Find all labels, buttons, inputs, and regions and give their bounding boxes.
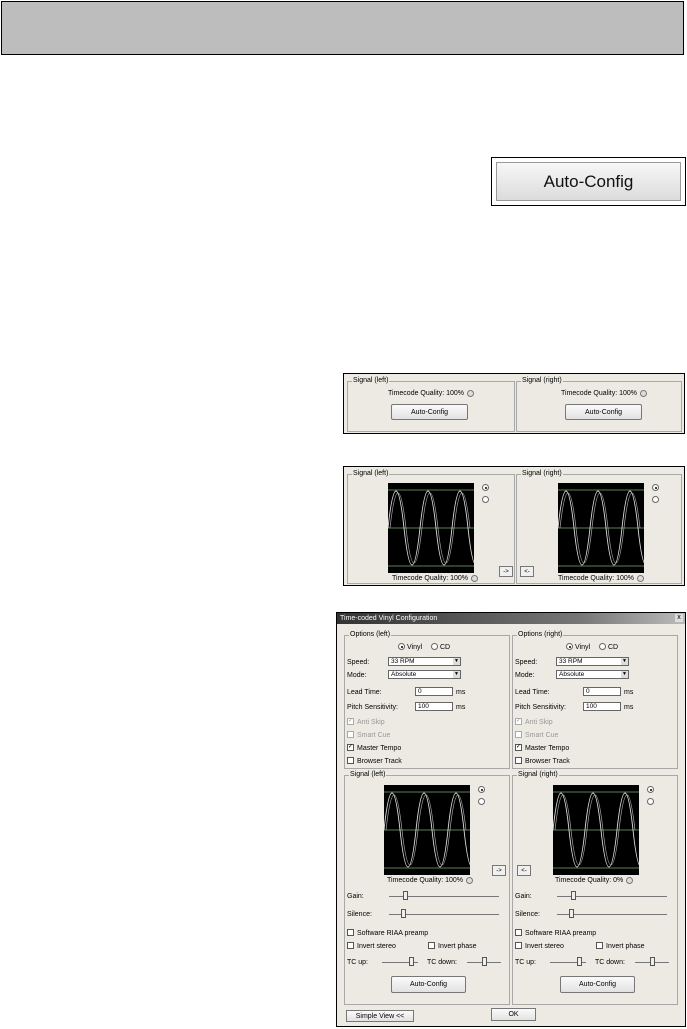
scope-right-radio-2[interactable] (652, 496, 659, 503)
smart-cue-checkbox-right[interactable] (515, 731, 522, 738)
quality-led-icon (471, 575, 478, 582)
quality-led-icon (466, 877, 473, 884)
anti-skip-checkbox-right[interactable]: ✓ (516, 718, 522, 724)
dialog-left-quality: Timecode Quality: 100% (387, 876, 473, 885)
auto-config-button[interactable]: Auto-Config (496, 162, 681, 201)
dialog-copy-right-arrow-button[interactable]: -> (492, 865, 506, 876)
anti-skip-label-left: Anti Skip (357, 719, 385, 726)
invert-phase-checkbox-right[interactable] (596, 942, 603, 949)
cd-radio-left[interactable] (431, 643, 438, 650)
waveform-icon (553, 785, 639, 875)
scope-left-radio-2[interactable] (482, 496, 489, 503)
dialog-signal-right (512, 771, 678, 1005)
compact-right-auto-config-button[interactable]: Auto-Config (565, 404, 642, 420)
dialog-left-radio-1[interactable] (478, 786, 485, 793)
scope-view-window (343, 466, 685, 586)
riaa-checkbox-right[interactable] (515, 929, 522, 936)
riaa-label-left: Software RIAA preamp (357, 930, 429, 937)
master-tempo-label-right: Master Tempo (525, 745, 570, 752)
dialog-titlebar (337, 613, 685, 624)
invert-stereo-checkbox-left[interactable] (347, 942, 354, 949)
waveform-icon (558, 483, 644, 573)
dialog-right-quality: Timecode Quality: 0% (555, 876, 633, 885)
lead-label-left: Lead Time: (347, 689, 382, 696)
dialog-left-auto-config-button[interactable]: Auto-Config (391, 976, 466, 993)
master-tempo-checkbox-right[interactable]: ✓ (516, 744, 522, 750)
chevron-down-icon: ▼ (454, 671, 459, 677)
browser-track-label-right: Browser Track (525, 758, 570, 765)
smart-cue-checkbox-left[interactable] (347, 731, 354, 738)
riaa-checkbox-left[interactable] (347, 929, 354, 936)
options-right-title: Options (right) (518, 631, 563, 638)
silence-slider-thumb-right[interactable] (569, 909, 574, 918)
invert-stereo-label-left: Invert stereo (357, 943, 396, 950)
scope-left-title: Signal (left) (353, 470, 389, 477)
dialog-signal-right-title: Signal (right) (518, 771, 558, 778)
oscilloscope-right (558, 483, 644, 573)
lead-field-left[interactable]: 0 (415, 687, 453, 696)
tc-up-slider-thumb-left[interactable] (409, 957, 414, 966)
gain-label-left: Gain: (347, 893, 364, 900)
lead-label-right: Lead Time: (515, 689, 550, 696)
lead-unit-left: ms (456, 689, 466, 696)
speed-label-left: Speed: (347, 659, 370, 666)
quality-led-icon (640, 390, 647, 397)
compact-left-auto-config-button[interactable]: Auto-Config (391, 404, 468, 420)
mode-select-right[interactable]: Absolute ▼ (556, 670, 629, 679)
compact-left-quality: Timecode Quality: 100% (388, 389, 474, 398)
invert-phase-label-right: Invert phase (606, 943, 645, 950)
compact-signal-right (516, 377, 682, 432)
smart-cue-label-left: Smart Cue (357, 732, 391, 739)
simple-view-button[interactable]: Simple View << (346, 1010, 414, 1022)
tc-down-label-right: TC down: (595, 959, 625, 966)
lead-field-right[interactable]: 0 (583, 687, 621, 696)
pitch-label-right: Pitch Sensitivity: (515, 704, 566, 711)
invert-stereo-label-right: Invert stereo (525, 943, 564, 950)
tcv-config-dialog (336, 612, 686, 1027)
dialog-right-auto-config-button[interactable]: Auto-Config (560, 976, 635, 993)
tc-down-slider-thumb-right[interactable] (650, 957, 655, 966)
compact-left-title: Signal (left) (353, 377, 389, 384)
tc-down-slider-thumb-left[interactable] (482, 957, 487, 966)
scope-signal-right (516, 470, 682, 584)
cd-label-left: CD (440, 644, 451, 651)
ok-button[interactable]: OK (491, 1008, 536, 1021)
copy-right-arrow-button[interactable]: -> (499, 566, 513, 577)
scope-right-title: Signal (right) (522, 470, 562, 477)
mode-select-left[interactable]: Absolute ▼ (388, 670, 461, 679)
dialog-title: Time-coded Vinyl Configuration (340, 615, 438, 622)
tc-up-slider-thumb-right[interactable] (577, 957, 582, 966)
options-right (512, 631, 678, 769)
dialog-signal-left-title: Signal (left) (350, 771, 386, 778)
vinyl-radio-right[interactable] (566, 643, 573, 650)
compact-signal-left (347, 377, 515, 432)
silence-label-left: Silence: (347, 911, 372, 918)
pitch-label-left: Pitch Sensitivity: (347, 704, 398, 711)
header-bar (1, 1, 684, 55)
dialog-oscilloscope-right (553, 785, 639, 875)
pitch-field-right[interactable]: 100 (583, 702, 621, 711)
dialog-oscilloscope-left (384, 785, 470, 875)
compact-right-title: Signal (right) (522, 377, 562, 384)
master-tempo-checkbox-left[interactable]: ✓ (348, 744, 354, 750)
chevron-down-icon: ▼ (454, 658, 459, 664)
auto-config-figure (491, 157, 686, 206)
mode-label-left: Mode: (347, 672, 367, 679)
options-left-title: Options (left) (350, 631, 391, 638)
dialog-copy-left-arrow-button[interactable]: <- (517, 865, 531, 876)
waveform-icon (388, 483, 474, 573)
chevron-down-icon: ▼ (622, 658, 627, 664)
speed-select-left[interactable]: 33 RPM ▼ (388, 657, 461, 666)
oscilloscope-left (388, 483, 474, 573)
dialog-right-radio-1[interactable] (647, 786, 654, 793)
speed-select-right[interactable]: 33 RPM ▼ (556, 657, 629, 666)
scope-left-radio-1[interactable] (482, 484, 489, 491)
vinyl-label-left: Vinyl (407, 644, 423, 651)
waveform-icon (384, 785, 470, 875)
browser-track-label-left: Browser Track (357, 758, 402, 765)
vinyl-label-right: Vinyl (575, 644, 591, 651)
dialog-signal-left (344, 771, 510, 1005)
quality-led-icon (637, 575, 644, 582)
dialog-right-radio-2[interactable] (647, 798, 654, 805)
chevron-down-icon: ▼ (622, 671, 627, 677)
browser-track-checkbox-left[interactable] (347, 757, 354, 764)
cd-label-right: CD (608, 644, 619, 651)
gain-label-right: Gain: (515, 893, 532, 900)
quality-led-icon (626, 877, 633, 884)
anti-skip-checkbox-left[interactable]: ✓ (348, 718, 354, 724)
close-icon[interactable]: x (675, 614, 683, 622)
cd-radio-right[interactable] (599, 643, 606, 650)
master-tempo-label-left: Master Tempo (357, 745, 402, 752)
scope-right-radio-1[interactable] (652, 484, 659, 491)
scope-right-quality: Timecode Quality: 100% (558, 574, 644, 583)
vinyl-radio-left[interactable] (398, 643, 405, 650)
scope-left-quality: Timecode Quality: 100% (392, 574, 478, 583)
silence-label-right: Silence: (515, 911, 540, 918)
compact-right-quality: Timecode Quality: 100% (561, 389, 647, 398)
mode-label-right: Mode: (515, 672, 535, 679)
anti-skip-label-right: Anti Skip (525, 719, 553, 726)
dialog-left-radio-2[interactable] (478, 798, 485, 805)
gain-slider-thumb-right[interactable] (571, 891, 576, 900)
gain-slider-thumb-left[interactable] (403, 891, 408, 900)
riaa-label-right: Software RIAA preamp (525, 930, 597, 937)
speed-label-right: Speed: (515, 659, 538, 666)
smart-cue-label-right: Smart Cue (525, 732, 559, 739)
tc-up-label-right: TC up: (515, 959, 537, 966)
pitch-field-left[interactable]: 100 (415, 702, 453, 711)
tc-down-label-left: TC down: (427, 959, 457, 966)
silence-slider-thumb-left[interactable] (401, 909, 406, 918)
compact-view-window (343, 373, 685, 434)
browser-track-checkbox-right[interactable] (515, 757, 522, 764)
copy-left-arrow-button[interactable]: <- (520, 566, 534, 577)
invert-stereo-checkbox-right[interactable] (515, 942, 522, 949)
options-left (344, 631, 510, 769)
quality-led-icon (467, 390, 474, 397)
pitch-unit-left: ms (456, 704, 466, 711)
tc-up-label-left: TC up: (347, 959, 369, 966)
scope-signal-left (347, 470, 515, 584)
invert-phase-checkbox-left[interactable] (428, 942, 435, 949)
pitch-unit-right: ms (624, 704, 634, 711)
invert-phase-label-left: Invert phase (438, 943, 477, 950)
lead-unit-right: ms (624, 689, 634, 696)
